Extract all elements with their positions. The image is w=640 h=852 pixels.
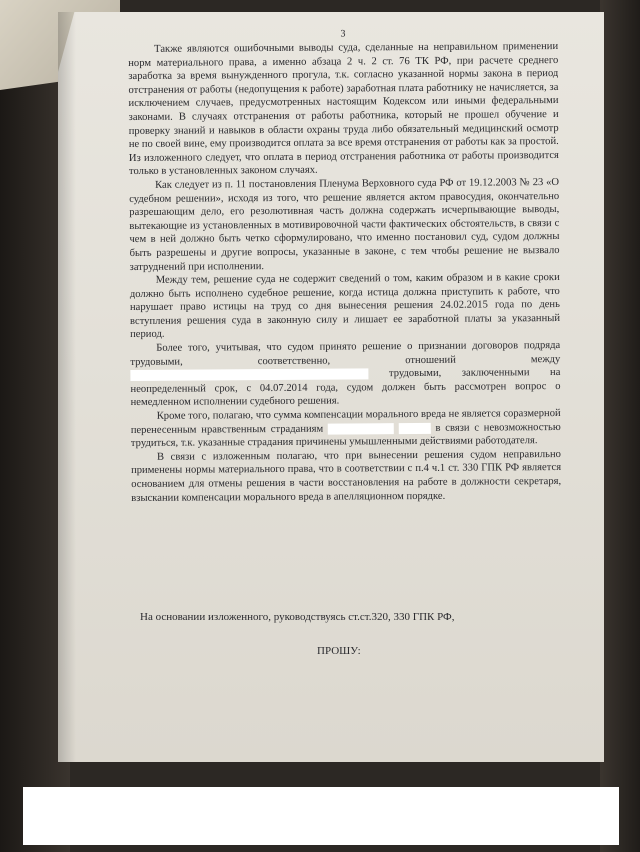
page-number: 3 — [340, 28, 346, 40]
paragraph-5 — [131, 407, 561, 451]
redaction-block — [130, 369, 368, 382]
redaction-block — [399, 423, 431, 434]
paragraph-4 — [130, 339, 560, 410]
redaction-block — [328, 423, 394, 434]
paragraph-2: Как следует из п. 11 постановления Пленума Верховного суда РФ от 19.12.2003 № 23 «О судебном решении», исходя из того, что решение является актом правосудия, окончательно разрешающим дело, его резолютивная часть должна содержать исчерпывающие выводы, вытекающие из установленных в мотивировочной части фактических обстоятельств, в связи с чем в ней должно быть четко сформулировано, что именно постановил суд, судом должны быть разрешены и другие вопросы, указанные в законе, с тем чтобы решение не вызвало затруднений при исполнении. — [129, 176, 560, 273]
document-text — [128, 27, 561, 505]
background-right — [600, 0, 640, 852]
paragraph-4-start: Более того, учитывая, что судом принято решение о признании договоров подряда трудовыми, соответственно, отношений между — [130, 340, 561, 368]
paragraph-4-end: трудовыми, заключенными на неопределенный срок, с 04.07.2014 года, судом должен быть рассмотрен вопрос о немедленном исполнении судебного решения. — [130, 367, 561, 409]
sheet-shadow — [58, 12, 76, 762]
paragraph-5-end: в связи с невозможностью трудиться, т.к. указанные страдания причинены умышленными действиями работодателя. — [130, 421, 561, 450]
request-heading: ПРОШУ: — [317, 645, 361, 657]
paragraph-6: В связи с изложенным полагаю, что при вынесении решения судом неправильно применены нормы материального права, что в соответствии с п.4 ч.1 ст. 330 ГПК РФ является основанием для отмены решения в части восстановления на работе в должности секретаря, взыскании компенсации морального вреда в апелляционном порядке. — [131, 448, 562, 504]
basis-line: На основании изложенного, руководствуясь ст.ст.320, 330 ГПК РФ, — [140, 611, 455, 623]
redaction-cover — [23, 787, 619, 845]
paragraph-1: Также являются ошибочными выводы суда, сделанные на неправильном применении норм материального права, а именно абзаца 2 ч. 2 ст. 76 ТК РФ, при расчете среднего заработка за время вынужденного прогула, т.к. согласно указанной нормы закона в период отстранения от работы (недопущения к работе) заработная плата работнику не начисляется, за исключением случаев, предусмотренных настоящим Кодексом или иными федеральными законами. В случаях отстранения от работы работника, который не прошел обучение и проверку знаний и навыков в области охраны труда либо обязательный медицинский осмотр не по своей вине, ему производится оплата за все время отстранения от работы как за простой. Из изложенного следует, что оплата в период отстранения работника от работы производится только в установленных законом случаях. — [128, 40, 559, 178]
paragraph-3: Между тем, решение суда не содержит сведений о том, каким образом и в какие сроки должно быть исполнено судебное решение, когда истица должна приступить к работе, что нарушает право истицы на труд со дня вынесения решения 24.02.2015 года по день вступления решения суда в законную силу и лишает ее заработной платы за указанный период. — [129, 272, 561, 341]
paragraph-5-start: Кроме того, полагаю, что сумма компенсации морального вреда не является соразмерной перенесенным нравственным страданиям — [130, 408, 561, 436]
